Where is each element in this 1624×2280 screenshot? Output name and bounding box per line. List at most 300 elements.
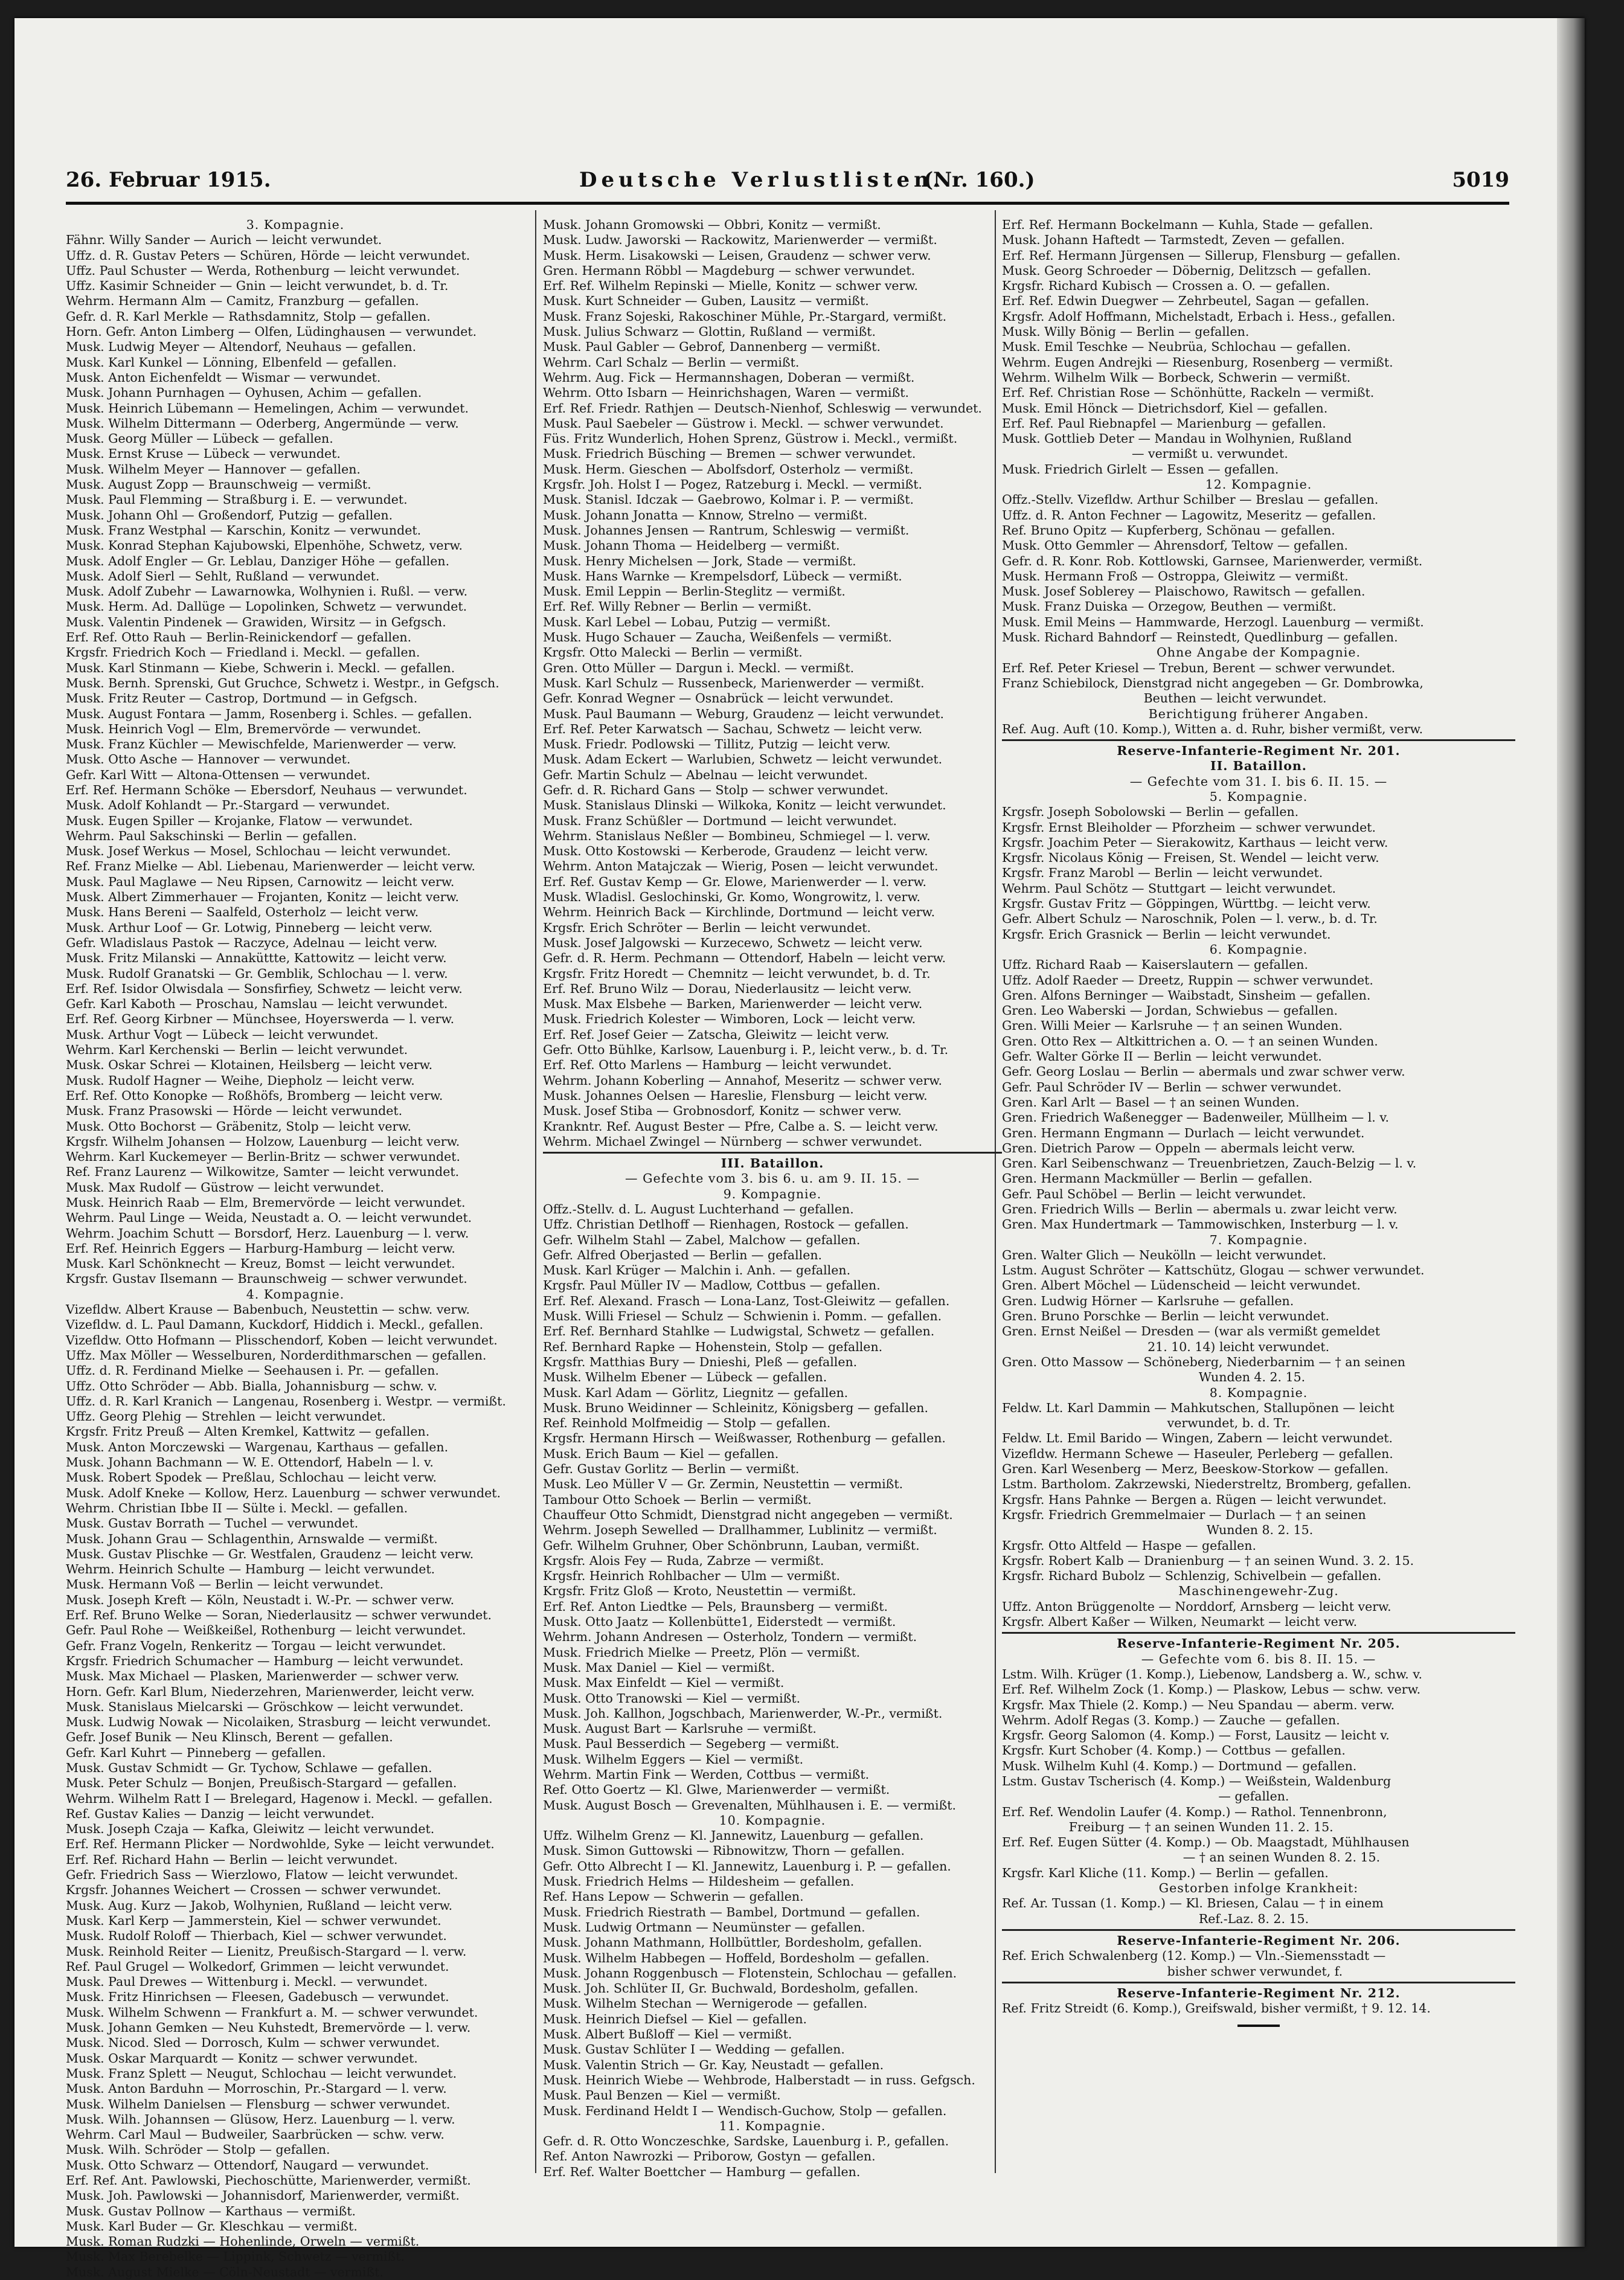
casualty-entry: Ref. Hans Lepow — Schwerin — gefallen. [543, 1889, 804, 1904]
casualty-entry: Vizefldw. Hermann Schewe — Haseuler, Perleberg — gefallen. [1002, 1446, 1393, 1461]
casualty-entry: Ref. Gustav Kalies — Danzig — leicht verwundet. [66, 1806, 374, 1821]
casualty-entry: Musk. Joh. Pawlowski — Johannisdorf, Marienwerder, vermißt. [66, 2188, 460, 2203]
casualty-column-1 [66, 217, 525, 2279]
casualty-entry: Uffz. d. R. Anton Fechner — Lagowitz, Meseritz — gefallen. [1002, 507, 1376, 522]
casualty-entry: Gren. Karl Seibenschwanz — Treuenbrietzen, Zauch-Belzig — l. v. [1002, 1156, 1417, 1171]
casualty-entry: Musk. Josef Soblerey — Plaischowo, Rawitsch — gefallen. [1002, 584, 1366, 599]
casualty-entry: Musk. Albert Zimmerhauer — Frojanten, Konitz — leicht verw. [66, 890, 460, 905]
casualty-entry: Musk. Heinrich Lübemann — Hemelingen, Achim — verwundet. [66, 400, 469, 416]
casualty-entry: Wehrm. Aug. Fick — Hermannshagen, Doberan — vermißt. [543, 370, 915, 385]
casualty-entry: Musk. Adolf Sierl — Sehlt, Rußland — verwundet. [66, 568, 380, 583]
casualty-entry: Musk. Paul Drewes — Wittenburg i. Meckl. — verwundet. [66, 1974, 428, 1989]
casualty-entry: Krgsfr. Ernst Bleiholder — Pforzheim — schwer verwundet. [1002, 820, 1376, 835]
casualty-entry: Uffz. Anton Brüggenolte — Norddorf, Arnsberg — leicht verw. [1002, 1599, 1391, 1614]
casualty-entry: Erf. Ref. Wilhelm Repinski — Mielle, Konitz — schwer verw. [543, 278, 918, 294]
casualty-entry: Musk. Johann Grau — Schlagenthin, Arnswalde — vermißt. [66, 1531, 438, 1546]
casualty-entry: Musk. Rudolf Granatski — Gr. Gemblik, Schlochau — l. verw. [66, 966, 448, 981]
casualty-entry: Musk. Otto Schwarz — Ottendorf, Naugard — verwundet. [66, 2157, 429, 2172]
section-rule [1002, 1929, 1515, 1931]
casualty-entry: Musk. August Bart — Karlsruhe — vermißt. [543, 1721, 817, 1736]
casualty-entry: Freiburg — † an seinen Wunden 11. 2. 15. [1002, 1819, 1334, 1834]
casualty-entry: — vermißt u. verwundet. [1002, 446, 1288, 461]
casualty-entry: Gren. Ludwig Hörner — Karlsruhe — gefallen. [1002, 1293, 1294, 1308]
casualty-entry: Horn. Gefr. Karl Blum, Niederzehren, Marienwerder, leicht verw. [66, 1684, 475, 1699]
casualty-entry: Musk. Ernst Kruse — Lübeck — verwundet. [66, 446, 341, 461]
casualty-entry: Gefr. Karl Kuhrt — Pinneberg — gefallen. [66, 1745, 326, 1760]
casualty-entry: Gefr. Georg Loslau — Berlin — abermals und zwar schwer verw. [1002, 1064, 1405, 1079]
unit-heading: III. Bataillon. [721, 1156, 824, 1171]
casualty-entry: Feldw. Lt. Karl Dammin — Mahkutschen, Stallupönen — leicht [1002, 1400, 1395, 1415]
casualty-entry: Musk. Eugen Spiller — Krojanke, Flatow — verwundet. [66, 813, 413, 828]
section-heading: 9. Kompagnie. [723, 1186, 822, 1201]
casualty-entry: Wehrm. Carl Maul — Budweiler, Saarbrücken — schw. verw. [66, 2127, 445, 2142]
casualty-entry: Musk. Fritz Reuter — Castrop, Dortmund — in Gefgsch. [66, 691, 418, 706]
casualty-entry: Ref. Paul Grugel — Wolkedorf, Grimmen — leicht verwundet. [66, 1959, 449, 1974]
casualty-entry: Musk. Karl Kunkel — Lönning, Elbenfeld — gefallen. [66, 355, 397, 370]
casualty-entry: Füs. Fritz Wunderlich, Hohen Sprenz, Güstrow i. Meckl., vermißt. [543, 431, 958, 446]
casualty-entry: Musk. Wilhelm Habbegen — Hoffeld, Bordesholm — gefallen. [543, 1950, 930, 1965]
column-rule [535, 210, 536, 2173]
casualty-entry: Gren. Friedrich Wills — Berlin — abermals u. zwar leicht verw. [1002, 1202, 1398, 1216]
casualty-entry: Musk. Wilh. Johannsen — Glüsow, Herz. Lauenburg — l. verw. [66, 2111, 455, 2127]
casualty-entry: Musk. Arthur Vogt — Lübeck — leicht verwundet. [66, 1027, 379, 1042]
casualty-entry: Krgsfr. Gustav Ilsemann — Braunschweig — schwer verwundet. [66, 1271, 467, 1286]
casualty-entry: Musk. Joseph Kreft — Köln, Neustadt i. W.-Pr. — schwer verw. [66, 1592, 455, 1607]
casualty-entry: Gefr. Wilhelm Stahl — Zabel, Malchow — gefallen. [543, 1232, 861, 1247]
casualty-entry: Musk. Georg Schroeder — Döbernig, Delitzsch — gefallen. [1002, 263, 1372, 278]
casualty-entry: Offz.-Stellv. Vizefldw. Arthur Schilber — Breslau — gefallen. [1002, 492, 1379, 507]
casualty-entry: Horn. Gefr. Anton Limberg — Olfen, Lüdinghausen — verwundet. [66, 324, 477, 339]
casualty-entry: Gefr. Karl Kaboth — Proschau, Namslau — leicht verwundet. [66, 997, 448, 1012]
casualty-entry: Musk. Wilhelm Danielsen — Flensburg — schwer verwundet. [66, 2096, 451, 2111]
casualty-entry: Gren. Hermann Mackmüller — Berlin — gefallen. [1002, 1171, 1313, 1186]
casualty-entry: Musk. Adolf Engler — Gr. Leblau, Danziger Höhe — gefallen. [66, 553, 450, 568]
casualty-entry: Musk. Max Michael — Plasken, Marienwerder — schwer verw. [66, 1669, 460, 1684]
casualty-entry: Musk. Max Einfeldt — Kiel — vermißt. [543, 1675, 785, 1691]
casualty-entry: Musk. Otto Asche — Hannover — verwundet. [66, 752, 351, 767]
casualty-entry: Musk. Wilhelm Stechan — Wernigerode — gefallen. [543, 1996, 868, 2011]
casualty-entry: Musk. Karl Stinmann — Kiebe, Schwerin i. Meckl. — gefallen. [66, 660, 455, 675]
section-heading: 5. Kompagnie. [1209, 789, 1308, 804]
casualty-entry: Musk. Adolf Kneke — Kollow, Herz. Lauenburg — schwer verwundet. [66, 1485, 501, 1500]
section-heading: Maschinengewehr-Zug. [1178, 1584, 1339, 1599]
casualty-entry: Krgsfr. Heinrich Rohlbacher — Ulm — vermißt. [543, 1569, 841, 1584]
casualty-entry: Musk. Arthur Loof — Gr. Lotwig, Pinneberg — leicht verw. [66, 920, 432, 935]
casualty-entry: Musk. Stanisl. Idczak — Gaebrowo, Kolmar i. P. — vermißt. [543, 492, 914, 507]
casualty-entry: Uffz. Paul Schuster — Werda, Rothenburg — leicht verwundet. [66, 263, 460, 278]
casualty-entry: Musk. Johann Purnhagen — Oyhusen, Achim — gefallen. [66, 385, 422, 400]
casualty-entry: Musk. Georg Müller — Lübeck — gefallen. [66, 431, 333, 446]
casualty-entry: Musk. Karl Schulz — Russenbeck, Marienwerder — vermißt. [543, 675, 925, 690]
casualty-entry: Musk. Peter Schulz — Bonjen, Preußisch-Stargard — gefallen. [66, 1776, 457, 1791]
casualty-entry: Musk. Otto Jaatz — Kollenbütte1, Eiderstedt — vermißt. [543, 1614, 896, 1630]
section-heading: 10. Kompagnie. [719, 1813, 826, 1828]
casualty-entry: Erf. Ref. Willy Rebner — Berlin — vermißt. [543, 599, 812, 614]
casualty-entry: Krgsfr. Adolf Hoffmann, Michelstadt, Erbach i. Hess., gefallen. [1002, 309, 1396, 324]
casualty-entry: Erf. Ref. Otto Marlens — Hamburg — leicht verwundet. [543, 1058, 892, 1073]
casualty-entry: Musk. Franz Küchler — Mewischfelde, Marienwerder — verw. [66, 737, 457, 752]
casualty-entry: Musk. Hermann Froß — Ostroppa, Gleiwitz — vermißt. [1002, 568, 1349, 583]
casualty-entry: Musk. Emil Leppin — Berlin-Steglitz — vermißt. [543, 584, 846, 599]
casualty-column-2 [543, 217, 1002, 2179]
casualty-entry: Gren. Leo Waberski — Jordan, Schwiebus — gefallen. [1002, 1003, 1338, 1018]
casualty-entry: Gefr. d. R. Karl Merkle — Rathsdamnitz, Stolp — gefallen. [66, 309, 431, 324]
casualty-entry: Uffz. Max Möller — Wesselburen, Norderdithmarschen — gefallen. [66, 1347, 487, 1363]
casualty-entry: Musk. Stanislaus Dlinski — Wilkoka, Konitz — leicht verwundet. [543, 798, 946, 813]
casualty-entry: Krgsfr. Paul Müller IV — Madlow, Cottbus — gefallen. [543, 1278, 881, 1293]
casualty-entry: Musk. Rudolf Roloff — Thierbach, Kiel — schwer verwundet. [66, 1928, 447, 1944]
header-page-number: 5019 [1452, 168, 1509, 192]
casualty-entry: Krgsfr. Fritz Gloß — Kroto, Neustettin — vermißt. [543, 1584, 856, 1599]
casualty-entry: Musk. Anton Eichenfeldt — Wismar — verwundet. [66, 370, 381, 385]
casualty-entry: Erf. Ref. Peter Kriesel — Trebun, Berent — schwer verwundet. [1002, 660, 1396, 675]
casualty-entry: Musk. Max Berebelke — Lippink, Schwetz — vermißt. [66, 2249, 405, 2264]
casualty-entry: Musk. Friedrich Kolester — Wimboren, Lock — leicht verw. [543, 1012, 916, 1027]
casualty-entry: Musk. Max Elsbehe — Barken, Marienwerder — leicht verw. [543, 997, 923, 1012]
unit-heading: II. Bataillon. [1210, 759, 1307, 774]
casualty-entry: Musk. Franz Duiska — Orzegow, Beuthen — vermißt. [1002, 599, 1337, 614]
casualty-entry: Vizefldw. Otto Hofmann — Plisschendorf, Koben — leicht verwundet. [66, 1332, 498, 1347]
casualty-entry: bisher schwer verwundet, f. [1002, 1964, 1343, 1979]
casualty-entry: Musk. Johann Thoma — Heidelberg — vermißt. [543, 538, 840, 553]
casualty-entry: Gefr. Otto Albrecht I — Kl. Jannewitz, Lauenburg i. P. — gefallen. [543, 1858, 951, 1874]
casualty-entry: Fähnr. Willy Sander — Aurich — leicht verwundet. [66, 233, 382, 248]
casualty-entry: Erf. Ref. Isidor Olwisdala — Sonsfirfiey, Schwetz — leicht verw. [66, 981, 463, 996]
casualty-entry: Beuthen — leicht verwundet. [1002, 691, 1327, 706]
casualty-entry: Krgsfr. Otto Malecki — Berlin — vermißt. [543, 645, 803, 660]
casualty-entry: Wehrm. Joseph Sewelled — Drallhammer, Lublinitz — vermißt. [543, 1523, 937, 1538]
casualty-entry: Krgsfr. Franz Marobl — Berlin — leicht verwundet. [1002, 865, 1323, 881]
casualty-entry: Musk. Rudolf Hagner — Weihe, Diepholz — leicht verw. [66, 1073, 415, 1088]
casualty-entry: Musk. Valentin Pindenek — Grawiden, Wirsitz — in Gefgsch. [66, 614, 446, 629]
section-rule [1002, 1982, 1515, 1983]
casualty-entry: Musk. Ferdinand Heldt I — Wendisch-Guchow, Stolp — gefallen. [543, 2103, 947, 2118]
casualty-entry: Musk. Kurt Schneider — Guben, Lausitz — vermißt. [543, 294, 869, 309]
casualty-entry: Erf. Ref. Wendolin Laufer (4. Komp.) — Rathol. Tennenbronn, [1002, 1804, 1387, 1819]
casualty-entry: Musk. Ludwig Ortmann — Neumünster — gefallen. [543, 1919, 865, 1935]
casualty-entry: Musk. Richard Bahndorf — Reinstedt, Quedlinburg — gefallen. [1002, 630, 1398, 645]
casualty-entry: Musk. Karl Lebel — Lobau, Putzig — vermißt. [543, 614, 831, 629]
casualty-entry: Musk. Johann Ohl — Großendorf, Putzig — gefallen. [66, 507, 393, 522]
casualty-entry: Ref. Anton Nawrozki — Priborow, Gostyn — gefallen. [543, 2149, 876, 2164]
casualty-entry: Musk. Johann Roggenbusch — Flotenstein, Schlochau — gefallen. [543, 1965, 957, 1980]
casualty-entry: Uffz. d. R. Gustav Peters — Schüren, Hörde — leicht verwundet. [66, 248, 470, 263]
casualty-entry: Musk. Robert Spodek — Preßlau, Schlochau — leicht verw. [66, 1470, 437, 1485]
casualty-entry: Krgsfr. Joseph Sobolowski — Berlin — gefallen. [1002, 804, 1299, 820]
casualty-entry: Musk. Heinrich Diefsel — Kiel — gefallen. [543, 2011, 807, 2026]
casualty-entry: Wehrm. Karl Kerchenski — Berlin — leicht verwundet. [66, 1042, 408, 1058]
casualty-entry: Ref. Franz Mielke — Abl. Liebenau, Marienwerder — leicht verw. [66, 859, 476, 874]
casualty-entry: Gren. Dietrich Parow — Oppeln — abermals leicht verw. [1002, 1140, 1355, 1155]
casualty-entry: Ref. Aug. Auft (10. Komp.), Witten a. d. Ruhr, bisher vermißt, verw. [1002, 721, 1423, 736]
casualty-entry: Krgsfr. Gustav Fritz — Göppingen, Württbg. — leicht verw. [1002, 896, 1371, 911]
casualty-entry: Krgsfr. Richard Bubolz — Schlenzig, Schivelbein — gefallen. [1002, 1569, 1382, 1584]
casualty-entry: Musk. Wilhelm Kuhl (4. Komp.) — Dortmund — gefallen. [1002, 1758, 1357, 1773]
section-heading: 8. Kompagnie. [1209, 1385, 1308, 1400]
section-rule [1002, 739, 1515, 741]
casualty-entry: Musk. Otto Bochorst — Gräbenitz, Stolp — leicht verw. [66, 1119, 411, 1134]
casualty-entry: Musk. Franz Splett — Neugut, Schlochau — leicht verwundet. [66, 2066, 457, 2081]
casualty-entry: Wehrm. Wilhelm Wilk — Borbeck, Schwerin — vermißt. [1002, 370, 1351, 385]
casualty-entry: Krgsfr. Richard Kubisch — Crossen a. O. — gefallen. [1002, 278, 1330, 294]
casualty-entry: Musk. August Bosch — Grevenalten, Mühlhausen i. E. — vermißt. [543, 1797, 957, 1813]
casualty-entry: Musk. Karl Adam — Görlitz, Liegnitz — gefallen. [543, 1385, 849, 1400]
casualty-entry: Musk. Emil Meins — Hammwarde, Herzogl. Lauenburg — vermißt. [1002, 614, 1424, 629]
casualty-entry: Musk. Johannes Jensen — Rantrum, Schleswig — vermißt. [543, 522, 910, 538]
casualty-entry: Musk. Hans Bereni — Saalfeld, Osterholz — leicht verw. [66, 905, 419, 920]
section-heading: 6. Kompagnie. [1209, 942, 1308, 957]
casualty-entry: Franz Schiebilock, Dienstgrad nicht angegeben — Gr. Dombrowka, [1002, 675, 1423, 690]
casualty-entry: Krgsfr. Friedrich Schumacher — Hamburg — leicht verwundet. [66, 1653, 464, 1668]
casualty-entry: Uffz. Christian Detlhoff — Rienhagen, Rostock — gefallen. [543, 1217, 909, 1232]
casualty-entry: Musk. Oskar Marquardt — Konitz — schwer verwundet. [66, 2050, 418, 2066]
section-rule [1002, 1632, 1515, 1634]
casualty-entry: Musk. Karl Schönknecht — Kreuz, Bomst — leicht verwundet. [66, 1256, 455, 1271]
casualty-entry: Musk. Franz Sojeski, Rakoschiner Mühle, Pr.-Stargard, vermißt. [543, 309, 947, 324]
unit-heading: Reserve-Infanterie-Regiment Nr. 206. [1117, 1933, 1401, 1948]
newspaper-page [14, 18, 1585, 2279]
casualty-entry: Musk. Josef Stiba — Grobnosdorf, Konitz — schwer verw. [543, 1103, 902, 1119]
casualty-entry: Gren. Bruno Porschke — Berlin — leicht verwundet. [1002, 1309, 1330, 1324]
casualty-entry: Musk. Gottlieb Deter — Mandau in Wolhynien, Rußland [1002, 431, 1352, 446]
casualty-entry: Uffz. Richard Raab — Kaiserslautern — gefallen. [1002, 957, 1308, 972]
section-heading: Ohne Angabe der Kompagnie. [1157, 645, 1361, 660]
casualty-entry: Erf. Ref. Christian Rose — Schönhütte, Rackeln — vermißt. [1002, 385, 1375, 400]
casualty-entry: Erf. Ref. Otto Konopke — Roßhöfs, Bromberg — leicht verw. [66, 1088, 443, 1103]
casualty-entry: Musk. Max Rudolf — Güstrow — leicht verwundet. [66, 1180, 384, 1195]
casualty-entry: Offz.-Stellv. d. L. August Luchterhand — gefallen. [543, 1202, 854, 1216]
casualty-entry: Erf. Ref. Ant. Pawlowski, Piechoschütte, Marienwerder, vermißt. [66, 2173, 471, 2188]
casualty-entry: Lstm. August Schröter — Kattschütz, Glogau — schwer verwundet. [1002, 1263, 1425, 1278]
casualty-entry: Krgsfr. Erich Grasnick — Berlin — leicht verwundet. [1002, 926, 1331, 942]
casualty-entry: Gefr. d. R. Konr. Rob. Kottlowski, Garnsee, Marienwerder, vermißt. [1002, 553, 1423, 568]
casualty-entry: Gren. Ernst Neißel — Dresden — (war als vermißt gemeldet [1002, 1324, 1380, 1339]
casualty-entry: Ref. Bernhard Rapke — Hohenstein, Stolp — gefallen. [543, 1339, 883, 1354]
casualty-entry: Musk. Joh. Kallhon, Jogschbach, Marienwerder, W.-Pr., vermißt. [543, 1706, 943, 1721]
casualty-entry: Gren. Walter Glich — Neukölln — leicht verwundet. [1002, 1247, 1327, 1262]
casualty-entry: Musk. Hugo Schauer — Zaucha, Weißenfels — vermißt. [543, 630, 892, 645]
casualty-entry: Wehrm. Wilhelm Ratt I — Brelegard, Hagenow i. Meckl. — gefallen. [66, 1791, 493, 1806]
casualty-entry: Ref. Franz Laurenz — Wilkowitze, Samter — leicht verwundet. [66, 1164, 460, 1180]
page-header [66, 168, 1509, 205]
casualty-entry: Musk. Ludwig Meyer — Altendorf, Neuhaus — gefallen. [66, 339, 417, 355]
casualty-entry: Musk. Friedrich Girlelt — Essen — gefallen. [1002, 461, 1279, 477]
casualty-entry: Musk. Paul Benzen — Kiel — vermißt. [543, 2088, 781, 2103]
casualty-entry: Gren. Karl Wesenberg — Merz, Beeskow-Storkow — gefallen. [1002, 1462, 1389, 1477]
casualty-entry: Musk. Johann Bachmann — W. E. Ottendorf, Habeln — l. v. [66, 1455, 434, 1470]
casualty-entry: Gefr. Martin Schulz — Abelnau — leicht verwundet. [543, 767, 868, 782]
casualty-entry: Wehrm. Karl Kuckemeyer — Berlin-Britz — schwer verwundet. [66, 1149, 461, 1164]
casualty-entry: Uffz. d. R. Karl Kranich — Langenau, Rosenberg i. Westpr. — vermißt. [66, 1393, 506, 1408]
casualty-entry: Gefr. Wilhelm Gruhner, Ober Schönbrunn, Lauban, vermißt. [543, 1538, 920, 1553]
casualty-entry: Gren. Otto Müller — Dargun i. Meckl. — vermißt. [543, 660, 855, 675]
casualty-entry: Musk. Paul Flemming — Straßburg i. E. — verwundet. [66, 492, 408, 507]
casualty-entry: Musk. Bernh. Sprenski, Gut Gruchce, Schwetz i. Westpr., in Gefgsch. [66, 675, 499, 690]
casualty-entry: Vizefldw. d. L. Paul Damann, Kuckdorf, Hiddich i. Meckl., gefallen. [66, 1317, 484, 1332]
casualty-column-3 [1002, 217, 1515, 2168]
casualty-entry: Erf. Ref. Otto Rauh — Berlin-Reinickendorf — gefallen. [66, 630, 412, 645]
casualty-entry: Musk. Wladisl. Geslochinski, Gr. Komo, Wongrowitz, l. verw. [543, 890, 920, 905]
casualty-entry: Gefr. Paul Rohe — Weißkeißel, Rothenburg — leicht verwundet. [66, 1623, 466, 1638]
casualty-entry: Gefr. Karl Witt — Altona-Ottensen — verwundet. [66, 767, 371, 782]
casualty-entry: — gefallen. [1002, 1789, 1289, 1804]
casualty-entry: Erf. Ref. Hermann Plicker — Nordwohlde, Syke — leicht verwundet. [66, 1837, 495, 1852]
casualty-entry: Gren. Otto Massow — Schöneberg, Niederbarnim — † an seinen [1002, 1354, 1405, 1369]
casualty-entry: Erf. Ref. Bernhard Stahlke — Ludwigstal, Schwetz — gefallen. [543, 1324, 935, 1339]
casualty-entry: Musk. Roman Rudzki — Hohenlinde, Orweln — vermißt. [66, 2234, 420, 2249]
casualty-entry: Musk. Leo Müller V — Gr. Zermin, Neustettin — vermißt. [543, 1477, 903, 1492]
casualty-entry: Musk. Paul Gabler — Gebrof, Dannenberg — vermißt. [543, 339, 881, 355]
casualty-entry: Musk. Wilhelm Dittermann — Oderberg, Angermünde — verw. [66, 416, 459, 431]
casualty-entry: Musk. Erich Baum — Kiel — gefallen. [543, 1446, 779, 1461]
casualty-entry: Krgsfr. Erich Schröter — Berlin — leicht verwundet. [543, 920, 871, 935]
casualty-entry: Gefr. Wladislaus Pastok — Raczyce, Adelnau — leicht verw. [66, 935, 438, 950]
casualty-entry: Lstm. Gustav Tscherisch (4. Komp.) — Weißstein, Waldenburg [1002, 1773, 1391, 1788]
casualty-entry: Krgsfr. Fritz Preuß — Alten Kremkel, Kattwitz — gefallen. [66, 1424, 430, 1439]
casualty-entry: Krgsfr. Nicolaus König — Freisen, St. Wendel — leicht verw. [1002, 850, 1379, 865]
casualty-entry: Musk. Adam Eckert — Warlubien, Schwetz — leicht verwundet. [543, 752, 943, 767]
casualty-entry: Musk. Friedrich Mielke — Preetz, Plön — vermißt. [543, 1645, 861, 1660]
casualty-entry: Gefr. Otto Bühlke, Karlsow, Lauenburg i. P., leicht verw., b. d. Tr. [543, 1042, 949, 1058]
casualty-entry: Musk. Johannes Oelsen — Hareslie, Flensburg — leicht verw. [543, 1088, 928, 1103]
casualty-entry: Musk. Otto Tranowski — Kiel — vermißt. [543, 1691, 801, 1706]
casualty-entry: Wehrm. Paul Linge — Weida, Neustadt a. O. — leicht verwundet. [66, 1210, 472, 1225]
casualty-entry: Musk. Adolf Kohlandt — Pr.-Stargard — verwundet. [66, 798, 390, 813]
casualty-entry: Krgsfr. Robert Kalb — Dranienburg — † an seinen Wund. 3. 2. 15. [1002, 1553, 1414, 1568]
casualty-entry: Wehrm. Carl Schalz — Berlin — vermißt. [543, 355, 800, 370]
casualty-entry: Musk. Franz Westphal — Karschin, Konitz — verwundet. [66, 522, 422, 538]
casualty-entry: Musk. Fritz Milanski — Annaküttte, Kattowitz — leicht verw. [66, 951, 447, 966]
casualty-entry: Musk. Nicod. Sled — Dorrosch, Kulm — schwer verwundet. [66, 2035, 440, 2050]
casualty-entry: Erf. Ref. Hermann Jürgensen — Sillerup, Flensburg — gefallen. [1002, 248, 1401, 263]
casualty-entry: Gefr. Paul Schröder IV — Berlin — schwer verwundet. [1002, 1079, 1342, 1094]
casualty-entry: Musk. Stanislaus Mielcarski — Gröschkow — leicht verwundet. [66, 1699, 464, 1714]
casualty-entry: Musk. Willy Bönig — Berlin — gefallen. [1002, 324, 1250, 339]
section-heading: 11. Kompagnie. [719, 2118, 826, 2133]
casualty-entry: Musk. Otto Kostowski — Kerberode, Graudenz — leicht verw. [543, 844, 928, 859]
casualty-entry: Musk. Max Daniel — Kiel — vermißt. [543, 1660, 775, 1675]
casualty-entry: Musk. Valentin Strich — Gr. Kay, Neustadt — gefallen. [543, 2057, 884, 2072]
section-rule [543, 1152, 1002, 1154]
casualty-entry: Erf. Ref. Friedr. Rathjen — Deutsch-Nienhof, Schleswig — verwundet. [543, 400, 982, 416]
casualty-entry: — † an seinen Wunden 8. 2. 15. [1002, 1850, 1381, 1865]
casualty-entry: Musk. Gustav Schmidt — Gr. Tychow, Schlawe — gefallen. [66, 1760, 432, 1775]
casualty-entry: Erf. Ref. Eugen Sütter (4. Komp.) — Ob. Maagstadt, Mühlhausen [1002, 1835, 1410, 1850]
casualty-entry: Wehrm. Paul Schötz — Stuttgart — leicht verwundet. [1002, 881, 1337, 896]
casualty-entry: Wehrm. Eugen Andrejki — Riesenburg, Rosenberg — vermißt. [1002, 355, 1393, 370]
casualty-entry: Erf. Ref. Peter Karwatsch — Sachau, Schwetz — leicht verw. [543, 721, 923, 736]
unit-heading: Reserve-Infanterie-Regiment Nr. 205. [1117, 1636, 1401, 1651]
casualty-entry: Krgsfr. Max Thiele (2. Komp.) — Neu Spandau — aberm. verw. [1002, 1697, 1395, 1712]
casualty-entry: Musk. August Zopp — Braunschweig — vermißt. [66, 477, 371, 492]
header-issue-number: (Nr. 160.) [923, 168, 1035, 192]
casualty-entry: Erf. Ref. Hermann Schöke — Ebersdorf, Neuhaus — verwundet. [66, 782, 467, 797]
casualty-entry: Musk. August Fontara — Jamm, Rosenberg i. Schles. — gefallen. [66, 706, 472, 721]
casualty-entry: Musk. Friedrich Büsching — Bremen — schwer verwundet. [543, 446, 916, 461]
casualty-entry: Musk. Ludwig Nowak — Nicolaiken, Strasburg — leicht verwundet. [66, 1715, 492, 1730]
casualty-entry: 21. 10. 14) leicht verwundet. [1002, 1339, 1330, 1354]
casualty-entry: Krgsfr. Albert Kaßer — Wilken, Neumarkt — leicht verw. [1002, 1614, 1358, 1630]
casualty-entry: Uffz. Kasimir Schneider — Gnin — leicht verwundet, b. d. Tr. [66, 278, 449, 294]
casualty-entry: Musk. Joh. Schlüter II, Gr. Buchwald, Bordesholm, gefallen. [543, 1981, 919, 1996]
casualty-entry: Uffz. d. R. Ferdinand Mielke — Seehausen i. Pr. — gefallen. [66, 1363, 439, 1378]
casualty-entry: Gefr. Paul Schöbel — Berlin — leicht verwundet. [1002, 1186, 1306, 1201]
casualty-entry: Vizefldw. Albert Krause — Babenbuch, Neustettin — schw. verw. [66, 1302, 470, 1317]
casualty-entry: Gefr. d. R. Otto Wonczeschke, Sardske, Lauenburg i. P., gefallen. [543, 2134, 949, 2149]
casualty-entry: Musk. Franz Prasowski — Hörde — leicht verwundet. [66, 1103, 403, 1119]
unit-heading: Reserve-Infanterie-Regiment Nr. 212. [1117, 1985, 1401, 2000]
casualty-entry: Feldw. Lt. Emil Barido — Wingen, Zabern — leicht verwundet. [1002, 1431, 1393, 1446]
casualty-entry: Erf. Ref. Bruno Wilz — Dorau, Niederlausitz — leicht verw. [543, 981, 912, 996]
casualty-entry: Erf. Ref. Gustav Kemp — Gr. Elowe, Marienwerder — l. verw. [543, 874, 926, 889]
section-heading: 3. Kompagnie. [246, 217, 345, 232]
casualty-entry: Lstm. Wilh. Krüger (1. Komp.), Liebenow, Landsberg a. W., schw. v. [1002, 1666, 1423, 1681]
casualty-entry: Musk. Franz Schüßler — Dortmund — leicht verwundet. [543, 813, 897, 828]
casualty-entry: Erf. Ref. Anton Liedtke — Pels, Braunsberg — vermißt. [543, 1599, 888, 1614]
casualty-entry: Erf. Ref. Wilhelm Zock (1. Komp.) — Plaskow, Lebus — schw. verw. [1002, 1682, 1421, 1697]
casualty-entry: Musk. Albert Bußloff — Kiel — vermißt. [543, 2027, 792, 2042]
casualty-entry: Ref. Otto Goertz — Kl. Glwe, Marienwerder — vermißt. [543, 1782, 890, 1797]
casualty-entry: Musk. Wilhelm Ebener — Lübeck — gefallen. [543, 1370, 827, 1385]
casualty-entry: Gren. Willi Meier — Karlsruhe — † an seinen Wunden. [1002, 1018, 1343, 1033]
section-heading: 4. Kompagnie. [246, 1286, 345, 1302]
casualty-entry: Gren. Hermann Röbbl — Magdeburg — schwer verwundet. [543, 263, 916, 278]
casualty-entry: Musk. Emil Hönck — Dietrichsdorf, Kiel — gefallen. [1002, 400, 1328, 416]
casualty-entry: Uffz. Otto Schröder — Abb. Bialla, Johannisburg — schw. v. [66, 1378, 437, 1393]
casualty-entry: Gefr. Friedrich Sass — Wierzlowo, Flatow — leicht verwundet. [66, 1867, 458, 1883]
casualty-entry: Gefr. Josef Bunik — Neu Klinsch, Berent — gefallen. [66, 1730, 393, 1745]
casualty-entry: Krgsfr. Alois Fey — Ruda, Zabrze — vermißt. [543, 1553, 824, 1568]
casualty-entry: Musk. Paul Saebeler — Güstrow i. Meckl. — schwer verwundet. [543, 416, 944, 431]
casualty-entry: Musk. Emil Teschke — Neubrüa, Schlochau — gefallen. [1002, 339, 1351, 355]
casualty-entry: Gefr. Konrad Wegner — Osnabrück — leicht verwundet. [543, 691, 894, 706]
casualty-entry: Musk. Anton Morczewski — Wargenau, Karthaus — gefallen. [66, 1439, 449, 1454]
casualty-entry: Musk. Friedrich Riestrath — Bambel, Dortmund — gefallen. [543, 1904, 920, 1919]
casualty-entry: Musk. Gustav Plischke — Gr. Westfalen, Graudenz — leicht verw. [66, 1546, 474, 1561]
casualty-entry: Wehrm. Hermann Alm — Camitz, Franzburg — gefallen. [66, 294, 419, 309]
casualty-entry: Musk. Johann Gemken — Neu Kuhstedt, Bremervörde — l. verw. [66, 2020, 471, 2035]
casualty-entry: Musk. Josef Werkus — Mosel, Schlochau — leicht verwundet. [66, 844, 451, 859]
casualty-entry: Musk. Paul Maglawe — Neu Ripsen, Carnowitz — leicht verw. [66, 874, 455, 889]
casualty-entry: Gefr. Albert Schulz — Naroschnik, Polen — l. verw., b. d. Tr. [1002, 911, 1378, 926]
casualty-entry: Uffz. Adolf Raeder — Dreetz, Ruppin — schwer verwundet. [1002, 972, 1373, 987]
casualty-entry: Erf. Ref. Edwin Duegwer — Zehrbeutel, Sagan — gefallen. [1002, 294, 1370, 309]
casualty-entry: Musk. Joseph Czaja — Kafka, Gleiwitz — leicht verwundet. [66, 1822, 435, 1837]
casualty-entry: Musk. Josef Jalgowski — Kurzecewo, Schwetz — leicht verw. [543, 935, 923, 950]
page-gutter [1557, 18, 1585, 2247]
casualty-entry: Uffz. Wilhelm Grenz — Kl. Jannewitz, Lauenburg — gefallen. [543, 1828, 924, 1843]
casualty-entry: Musk. Willi Friesel — Schulz — Schwienin i. Pomm. — gefallen. [543, 1309, 942, 1324]
casualty-entry: Wehrm. Heinrich Schulte — Hamburg — leicht verwundet. [66, 1562, 435, 1577]
section-heading: 12. Kompagnie. [1205, 477, 1312, 492]
casualty-entry: Musk. Bruno Weidinner — Schleinitz, Königsberg — gefallen. [543, 1400, 928, 1415]
unit-heading: Reserve-Infanterie-Regiment Nr. 201. [1117, 743, 1401, 759]
casualty-entry: Gren. Otto Rex — Altkittrichen a. O. — † an seinen Wunden. [1002, 1033, 1378, 1048]
casualty-entry: Gefr. d. R. Herm. Pechmann — Ottendorf, Habeln — leicht verw. [543, 951, 946, 966]
casualty-entry: Krgsfr. Joachim Peter — Sierakowitz, Karthaus — leicht verw. [1002, 835, 1388, 850]
casualty-entry: Musk. Ludw. Jaworski — Rackowitz, Marienwerder — vermißt. [543, 233, 937, 248]
casualty-entry: Musk. Friedrich Helms — Hildesheim — gefallen. [543, 1874, 855, 1889]
casualty-entry: Musk. Adolf Zubehr — Lawarnowka, Wolhynien i. Rußl. — verw. [66, 584, 468, 599]
casualty-entry: Gren. Max Hundertmark — Tammowischken, Insterburg — l. v. [1002, 1217, 1399, 1232]
casualty-entry: Gren. Alfons Berninger — Waibstadt, Sinsheim — gefallen. [1002, 987, 1371, 1003]
casualty-entry: Musk. Herm. Ad. Dallüge — Lopolinken, Schwetz — verwundet. [66, 599, 467, 614]
casualty-entry: Erf. Ref. Heinrich Eggers — Harburg-Hamburg — leicht verw. [66, 1241, 455, 1256]
casualty-entry: Krgsfr. Hans Pahnke — Bergen a. Rügen — leicht verwundet. [1002, 1492, 1387, 1507]
casualty-entry: Musk. Johann Haftedt — Tarmstedt, Zeven — gefallen. [1002, 233, 1345, 248]
casualty-entry: Wehrm. Adolf Regas (3. Komp.) — Zauche — gefallen. [1002, 1712, 1340, 1727]
section-heading: — Gefechte vom 6. bis 8. II. 15. — [1141, 1651, 1376, 1666]
